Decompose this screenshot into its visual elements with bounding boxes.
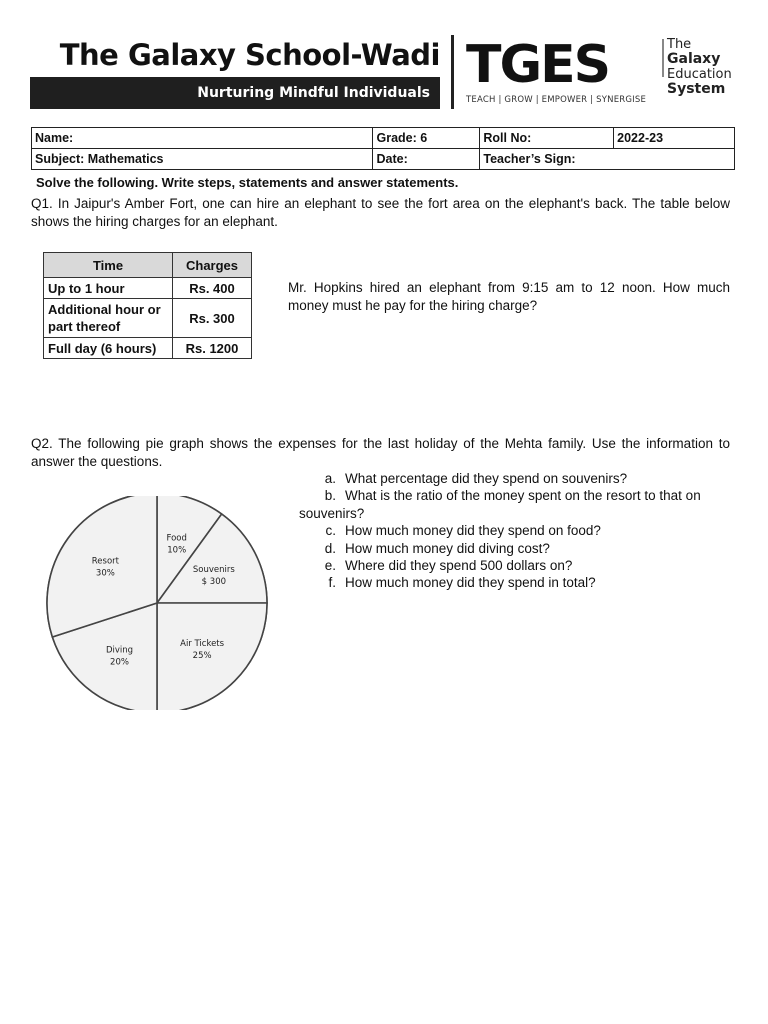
- list-item: [299, 487, 730, 522]
- q2-text: Q2. The following pie graph shows the expenses for the last holiday of the Mehta family. Use the information to answer the questions.: [31, 436, 730, 469]
- logo-sub-line: Education: [667, 67, 732, 82]
- header-divider: [451, 35, 454, 109]
- list-item: [299, 557, 730, 574]
- table-row: [44, 299, 252, 338]
- logo-sub-line: Galaxy: [667, 51, 721, 67]
- subject-field: Subject: Mathematics: [32, 149, 373, 170]
- logo-sub-line: The: [667, 37, 692, 52]
- question-text: How much money did they spend on food?: [345, 523, 601, 539]
- question-text: How much money did they spend in total?: [345, 575, 596, 591]
- pie-slice-label: Souvenirs: [192, 565, 235, 576]
- list-item: [299, 540, 730, 557]
- logo-sub-line: System: [667, 81, 726, 97]
- logo-separator: [662, 39, 664, 77]
- pie-slice-value: $ 300: [201, 577, 227, 588]
- time-cell: Full day (6 hours): [44, 338, 173, 359]
- question-letter: d.: [324, 540, 336, 556]
- pie-slice-value: 30%: [95, 568, 115, 579]
- list-item: [299, 574, 730, 591]
- pie-slice-air-tickets: [157, 603, 267, 710]
- grade-field: Grade: 6: [373, 128, 480, 149]
- charge-cell: Rs. 400: [173, 278, 252, 299]
- pie-slice-label: Food: [166, 533, 187, 544]
- pie-slice-label: Resort: [91, 556, 119, 567]
- question-letter: c.: [325, 523, 336, 539]
- question-text: How much money did diving cost?: [345, 540, 550, 556]
- column-header-time: Time: [44, 253, 173, 278]
- school-name: The Galaxy School-Wadi: [59, 38, 440, 72]
- charge-cell: Rs. 300: [173, 299, 252, 338]
- date-field[interactable]: Date:: [373, 149, 480, 170]
- time-cell: Additional hour or part thereof: [44, 299, 173, 338]
- logo-subtitle: [667, 37, 732, 97]
- teacher-sign-field[interactable]: Teacher’s Sign:: [480, 149, 735, 170]
- pie-slice-label: Diving: [105, 645, 134, 656]
- expenses-pie-chart: [44, 496, 270, 710]
- question-text: Where did they spend 500 dollars on?: [345, 558, 573, 574]
- roll-no-field[interactable]: Roll No:: [480, 128, 614, 149]
- list-item: [299, 470, 730, 487]
- question-letter: b.: [324, 488, 336, 504]
- tges-logo: [466, 37, 746, 111]
- name-field[interactable]: Name:: [32, 128, 373, 149]
- pie-slice-value: 20%: [110, 657, 129, 668]
- instruction-text: Solve the following. Write steps, statements and answer statements.: [36, 175, 459, 190]
- q1-problem-text: Mr. Hopkins hired an elephant from 9:15 am to 12 noon. How much money must he pay for the hiring charge?: [288, 280, 730, 313]
- time-cell: Up to 1 hour: [44, 278, 173, 299]
- column-header-charges: Charges: [173, 253, 252, 278]
- logo-mark: TGES: [466, 35, 610, 95]
- hiring-charges-table: [43, 252, 252, 359]
- q2-question-list: [299, 470, 730, 592]
- question-letter: e.: [324, 558, 336, 574]
- question-text: What percentage did they spend on souvenirs?: [345, 471, 628, 486]
- logo-motto: TEACH | GROW | EMPOWER | SYNERGISE: [466, 95, 647, 105]
- pie-slice-value: 10%: [167, 545, 187, 556]
- q1-text: Q1. In Jaipur's Amber Fort, one can hire an elephant to see the fort area on the elephant's back. The table below shows the hiring charges for an elephant.: [31, 196, 730, 229]
- student-info-table: [31, 127, 735, 170]
- question-text: What is the ratio of the money spent on the resort to that on souvenirs?: [299, 488, 701, 521]
- academic-year: 2022-23: [614, 128, 735, 149]
- pie-slice-value: 25%: [192, 651, 212, 662]
- question-letter: a.: [324, 471, 336, 486]
- school-header: [30, 35, 745, 110]
- school-tagline: Nurturing Mindful Individuals: [30, 77, 440, 109]
- question-letter: f.: [328, 575, 336, 591]
- table-row: [44, 278, 252, 299]
- list-item: [299, 522, 730, 539]
- charge-cell: Rs. 1200: [173, 338, 252, 359]
- pie-slice-label: Air Tickets: [180, 639, 225, 650]
- table-row: [44, 338, 252, 359]
